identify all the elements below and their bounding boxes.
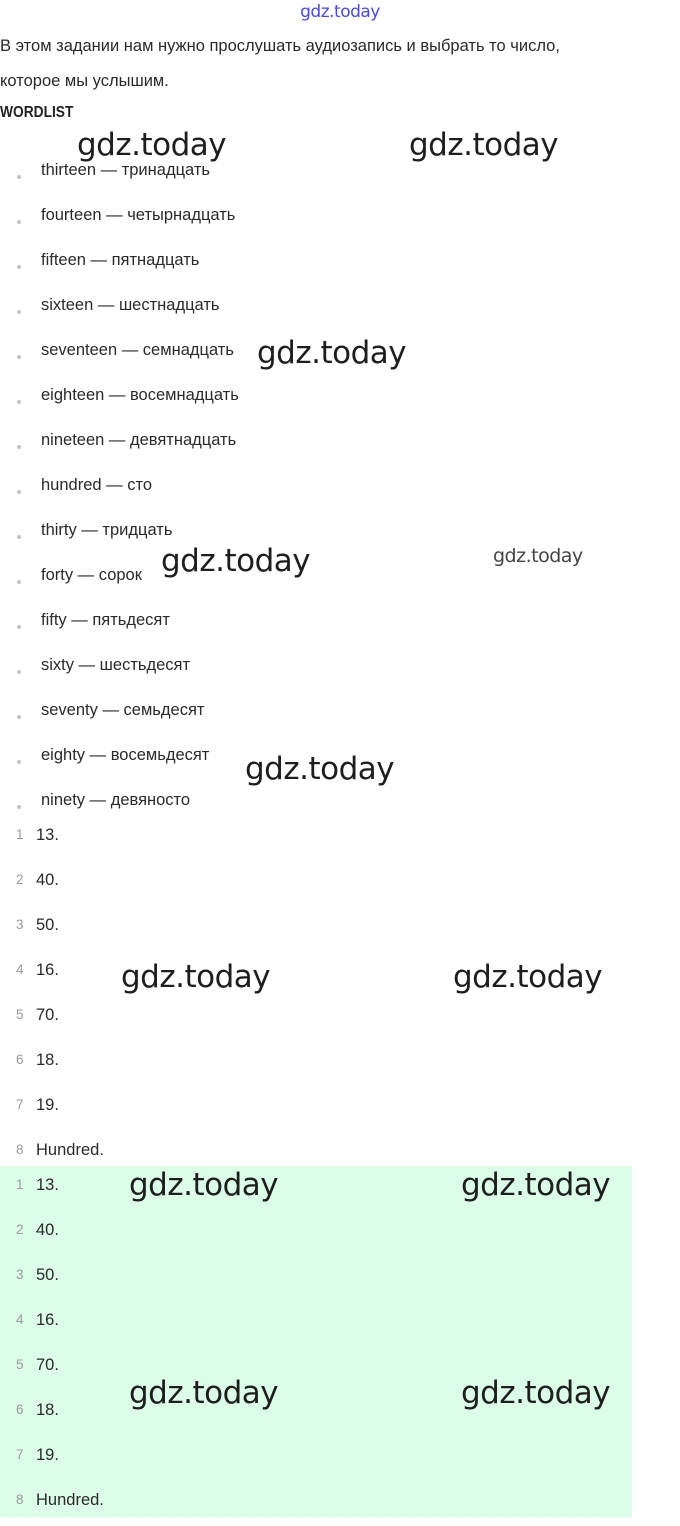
bullet-icon	[17, 580, 21, 584]
wordlist-item-text: fifteen — пятнадцать	[41, 251, 200, 269]
answer-number: 4	[16, 962, 24, 977]
watermark: gdz.today	[461, 1375, 611, 1411]
answer-number: 2	[16, 872, 24, 887]
answer-row	[0, 1038, 632, 1083]
answer-value: 16.	[36, 961, 59, 979]
wordlist-item-text: hundred — сто	[41, 476, 153, 494]
answer-row	[0, 1256, 632, 1301]
bullet-icon	[17, 355, 21, 359]
answer-row	[0, 858, 632, 903]
answer-row	[0, 1211, 632, 1256]
bullet-icon	[17, 265, 21, 269]
answer-number: 5	[16, 1357, 24, 1372]
wordlist-item-text: thirteen — тринадцать	[41, 161, 210, 179]
answer-row	[0, 1436, 632, 1481]
answer-number: 3	[16, 1267, 24, 1282]
answers-list-highlighted	[0, 1166, 632, 1517]
answer-number: 4	[16, 1312, 24, 1327]
watermark: gdz.today	[409, 127, 559, 163]
answer-value: 50.	[36, 916, 59, 934]
answer-row	[0, 1166, 632, 1211]
watermark: gdz.today	[129, 1375, 279, 1411]
wordlist-item-text: seventeen — семнадцать	[41, 341, 234, 359]
answer-value: 18.	[36, 1051, 59, 1069]
wordlist-item-text: sixteen — шестнадцать	[41, 296, 220, 314]
watermark: gdz.today	[77, 127, 227, 163]
wordlist-item-text: ninety — девяносто	[41, 791, 191, 809]
wordlist-heading: WORDLIST	[0, 104, 74, 121]
answer-row	[0, 948, 632, 993]
answer-number: 8	[16, 1492, 24, 1507]
answer-value: Hundred.	[36, 1491, 104, 1509]
watermark: gdz.today	[257, 335, 407, 371]
watermark: gdz.today	[129, 1167, 279, 1203]
answer-number: 5	[16, 1007, 24, 1022]
bullet-icon	[17, 400, 21, 404]
answer-value: 18.	[36, 1401, 59, 1419]
wordlist-item-text: fifty — пятьдесят	[41, 611, 170, 629]
bullet-icon	[17, 625, 21, 629]
answer-value: 19.	[36, 1446, 59, 1464]
answer-value: 40.	[36, 871, 59, 889]
watermark: gdz.today	[161, 543, 311, 579]
intro-line-1: В этом задании нам нужно прослушать аудиозапись и выбрать то число,	[0, 37, 560, 55]
intro-paragraph	[0, 29, 660, 99]
answer-row	[0, 1391, 632, 1436]
wordlist-item-text: sixty — шестьдесят	[41, 656, 191, 674]
bullet-icon	[17, 310, 21, 314]
answer-row	[0, 903, 632, 948]
answer-value: 70.	[36, 1356, 59, 1374]
answer-number: 1	[16, 1177, 24, 1192]
watermark: gdz.today	[121, 959, 271, 995]
wordlist-item-text: forty — сорок	[41, 566, 142, 584]
watermark: gdz.today	[453, 959, 603, 995]
wordlist-item-text: fourteen — четырнадцать	[41, 206, 236, 224]
answer-value: 13.	[36, 826, 59, 844]
bullet-icon	[17, 760, 21, 764]
wordlist-item-text: thirty — тридцать	[41, 521, 173, 539]
answer-row	[0, 993, 632, 1038]
bullet-icon	[17, 715, 21, 719]
answer-value: 40.	[36, 1221, 59, 1239]
answer-value: 50.	[36, 1266, 59, 1284]
answer-row	[0, 1481, 632, 1526]
answer-number: 7	[16, 1097, 24, 1112]
site-header-watermark: gdz.today	[300, 2, 380, 22]
wordlist-item-text: nineteen — девятнадцать	[41, 431, 237, 449]
answer-number: 7	[16, 1447, 24, 1462]
answer-value: Hundred.	[36, 1141, 104, 1159]
bullet-icon	[17, 175, 21, 179]
answer-row	[0, 813, 632, 858]
answer-number: 2	[16, 1222, 24, 1237]
watermark: gdz.today	[493, 545, 583, 567]
answer-row	[0, 1301, 632, 1346]
answer-number: 1	[16, 827, 24, 842]
watermark: gdz.today	[245, 751, 395, 787]
bullet-icon	[17, 805, 21, 809]
watermark: gdz.today	[461, 1167, 611, 1203]
bullet-icon	[17, 670, 21, 674]
answer-number: 6	[16, 1402, 24, 1417]
answer-row	[0, 1346, 632, 1391]
answer-value: 13.	[36, 1176, 59, 1194]
answer-number: 8	[16, 1142, 24, 1157]
answers-list	[0, 813, 632, 1173]
answer-row	[0, 1083, 632, 1128]
wordlist-item-text: eighteen — восемнадцать	[41, 386, 239, 404]
wordlist-item-text: seventy — семьдесят	[41, 701, 205, 719]
bullet-icon	[17, 445, 21, 449]
answer-number: 3	[16, 917, 24, 932]
answer-value: 16.	[36, 1311, 59, 1329]
answer-value: 70.	[36, 1006, 59, 1024]
bullet-icon	[17, 220, 21, 224]
answer-value: 19.	[36, 1096, 59, 1114]
bullet-icon	[17, 490, 21, 494]
answer-number: 6	[16, 1052, 24, 1067]
intro-line-2: которое мы услышим.	[0, 72, 169, 90]
bullet-icon	[17, 535, 21, 539]
wordlist-item-text: eighty — восемьдесят	[41, 746, 210, 764]
